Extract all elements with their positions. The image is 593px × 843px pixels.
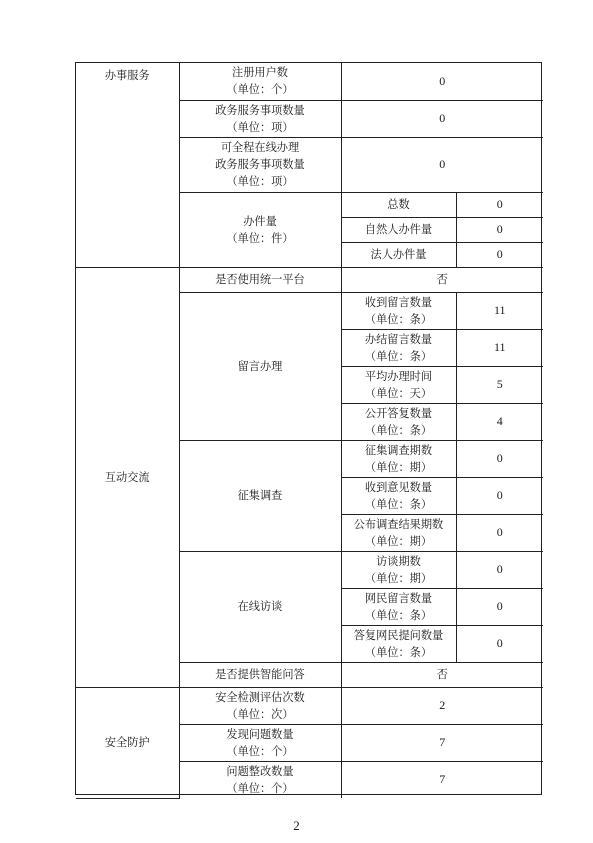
service-items-label: 政务服务事项数量 （单位：项）: [179, 100, 341, 137]
issues-fixed-label: 问题整改数量 （单位：个）: [179, 761, 341, 798]
interview-answers-value: 0: [456, 625, 543, 662]
cases-natural-value: 0: [456, 217, 543, 242]
page-number: 2: [293, 818, 300, 833]
unified-platform-value: 否: [341, 267, 543, 292]
messages-avg-time-value: 5: [456, 366, 543, 403]
security-checks-label: 安全检测评估次数 （单位：次）: [179, 687, 341, 724]
smart-qa-label: 是否提供智能问答: [179, 662, 341, 687]
government-website-statistics-table: [75, 62, 542, 795]
stats-table: [76, 63, 543, 799]
interview-netizen-msgs-value: 0: [456, 588, 543, 625]
interview-answers-label: 答复网民提问数量 （单位：条）: [341, 625, 456, 662]
cases-label: 办件量 （单位：件）: [179, 192, 341, 267]
messages-avg-time-label: 平均办理时间 （单位：天）: [341, 366, 456, 403]
category-service: 办事服务: [76, 63, 179, 267]
cases-legal-value: 0: [456, 242, 543, 267]
online-items-value: 0: [341, 137, 543, 192]
issues-found-value: 7: [341, 724, 543, 761]
messages-finished-value: 11: [456, 329, 543, 366]
interview-periods-label: 访谈期数 （单位：期）: [341, 551, 456, 588]
issues-fixed-value: 7: [341, 761, 543, 798]
messages-received-label: 收到留言数量 （单位：条）: [341, 292, 456, 329]
interview-netizen-msgs-label: 网民留言数量 （单位：条）: [341, 588, 456, 625]
survey-results-label: 公布调查结果期数 （单位：期）: [341, 514, 456, 551]
registered-users-label: 注册用户数 （单位：个）: [179, 63, 341, 100]
messages-public-replies-value: 4: [456, 403, 543, 440]
service-items-value: 0: [341, 100, 543, 137]
category-security: 安全防护: [76, 687, 179, 798]
registered-users-value: 0: [341, 63, 543, 100]
unified-platform-label: 是否使用统一平台: [179, 267, 341, 292]
messages-received-value: 11: [456, 292, 543, 329]
survey-periods-value: 0: [456, 440, 543, 477]
interview-label: 在线访谈: [179, 551, 341, 662]
cases-total-value: 0: [456, 192, 543, 217]
survey-opinions-value: 0: [456, 477, 543, 514]
survey-label: 征集调查: [179, 440, 341, 551]
cases-legal-label: 法人办件量: [341, 242, 456, 267]
online-items-label: 可全程在线办理 政务服务事项数量 （单位：项）: [179, 137, 341, 192]
issues-found-label: 发现问题数量 （单位：个）: [179, 724, 341, 761]
smart-qa-value: 否: [341, 662, 543, 687]
cases-total-label: 总数: [341, 192, 456, 217]
cases-natural-label: 自然人办件量: [341, 217, 456, 242]
survey-periods-label: 征集调查期数 （单位：期）: [341, 440, 456, 477]
survey-opinions-label: 收到意见数量 （单位：条）: [341, 477, 456, 514]
security-checks-value: 2: [341, 687, 543, 724]
messages-public-replies-label: 公开答复数量 （单位：条）: [341, 403, 456, 440]
messages-label: 留言办理: [179, 292, 341, 440]
interview-periods-value: 0: [456, 551, 543, 588]
survey-results-value: 0: [456, 514, 543, 551]
messages-finished-label: 办结留言数量 （单位：条）: [341, 329, 456, 366]
category-interaction: 互动交流: [76, 267, 179, 687]
